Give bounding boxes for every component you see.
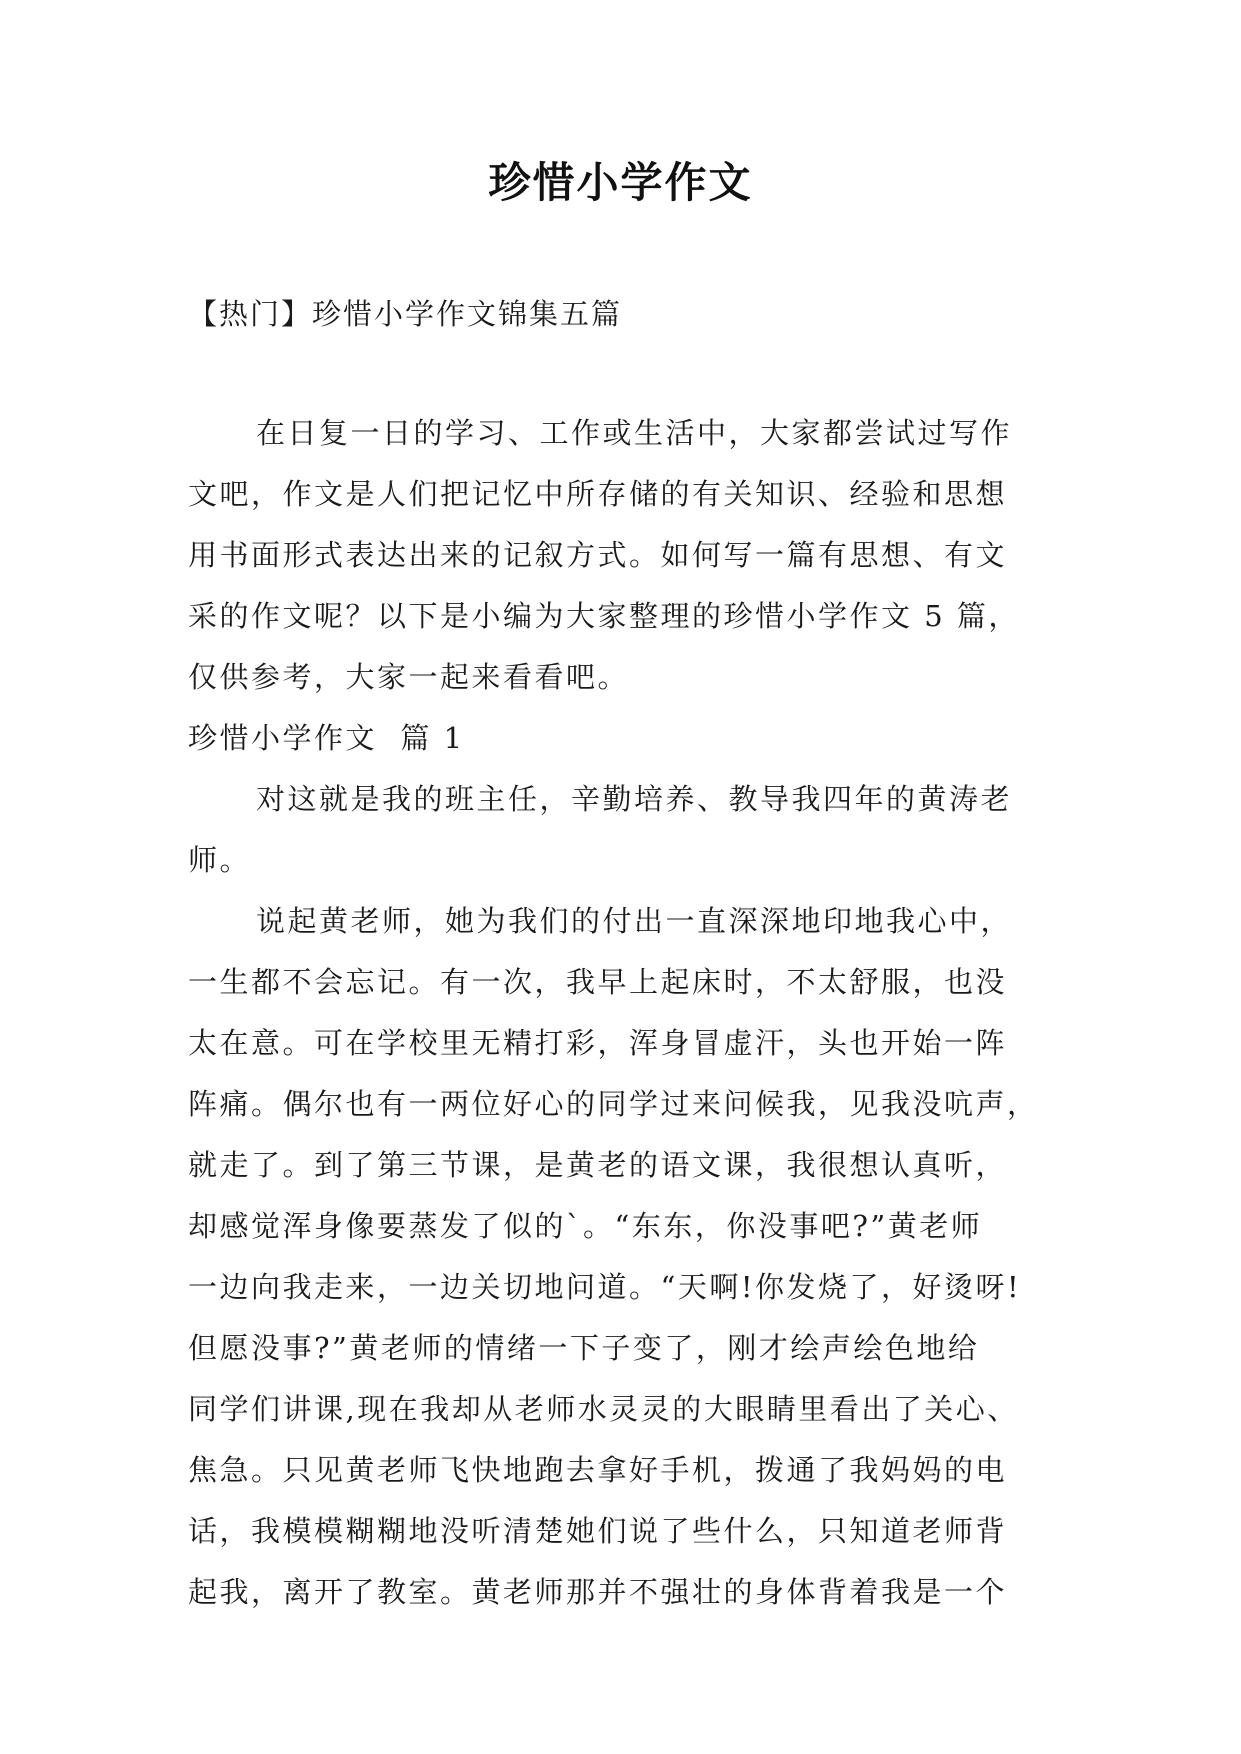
text-line: 却感觉浑身像要蒸发了似的`。“东东，你没事吧?”黄老师 <box>188 1209 983 1243</box>
paragraph-1 <box>188 769 1058 891</box>
text-line: 一生都不会忘记。有一次，我早上起床时，不太舒服，也没 <box>188 965 1008 999</box>
text-line: 一边向我走来，一边关切地问道。“天啊!你发烧了，好烫呀! <box>188 1270 1022 1304</box>
page-title: 珍惜小学作文 <box>488 158 753 207</box>
text-line: 就走了。到了第三节课，是黄老的语文课，我很想认真听， <box>188 1148 1008 1182</box>
text-line: 焦急。只见黄老师飞快地跑去拿好手机，拨通了我妈妈的电 <box>188 1453 1008 1487</box>
text-line: 在日复一日的学习、工作或生活中，大家都尝试过写作 <box>256 416 1013 450</box>
paragraph-2 <box>188 891 1058 1623</box>
text-line: 用书面形式表达出来的记叙方式。如何写一篇有思想、有文 <box>188 538 1008 572</box>
text-line: 文吧，作文是人们把记忆中所存储的有关知识、经验和思想 <box>188 477 1008 511</box>
text-line: 说起黄老师，她为我们的付出一直深深地印地我心中， <box>256 904 1013 938</box>
text-line: 起我，离开了教室。黄老师那并不强壮的身体背着我是一个 <box>188 1575 1008 1609</box>
text-line: 同学们讲课,现在我却从老师水灵灵的大眼睛里看出了关心、 <box>188 1392 1019 1426</box>
section-heading: 珍惜小学作文 篇 1 <box>188 721 465 755</box>
text-line: 对这就是我的班主任，辛勤培养、教导我四年的黄涛老 <box>256 782 1013 816</box>
text-line: 仅供参考，大家一起来看看吧。 <box>188 660 630 694</box>
intro-paragraph <box>188 403 1058 708</box>
text-line: 采的作文呢？以下是小编为大家整理的珍惜小学作文 5 篇， <box>188 599 1020 633</box>
text-line: 话，我模模糊糊地没听清楚她们说了些什么，只知道老师背 <box>188 1514 1008 1548</box>
text-line: 但愿没事?”黄老师的情绪一下子变了，刚才绘声绘色地给 <box>188 1331 980 1365</box>
text-line: 阵痛。偶尔也有一两位好心的同学过来问候我，见我没吭声， <box>188 1087 1039 1121</box>
text-line: 师。 <box>188 843 252 877</box>
document-subtitle: 【热门】珍惜小学作文锦集五篇 <box>188 297 623 331</box>
text-line: 太在意。可在学校里无精打彩，浑身冒虚汗，头也开始一阵 <box>188 1026 1008 1060</box>
document-body <box>188 403 1058 1623</box>
